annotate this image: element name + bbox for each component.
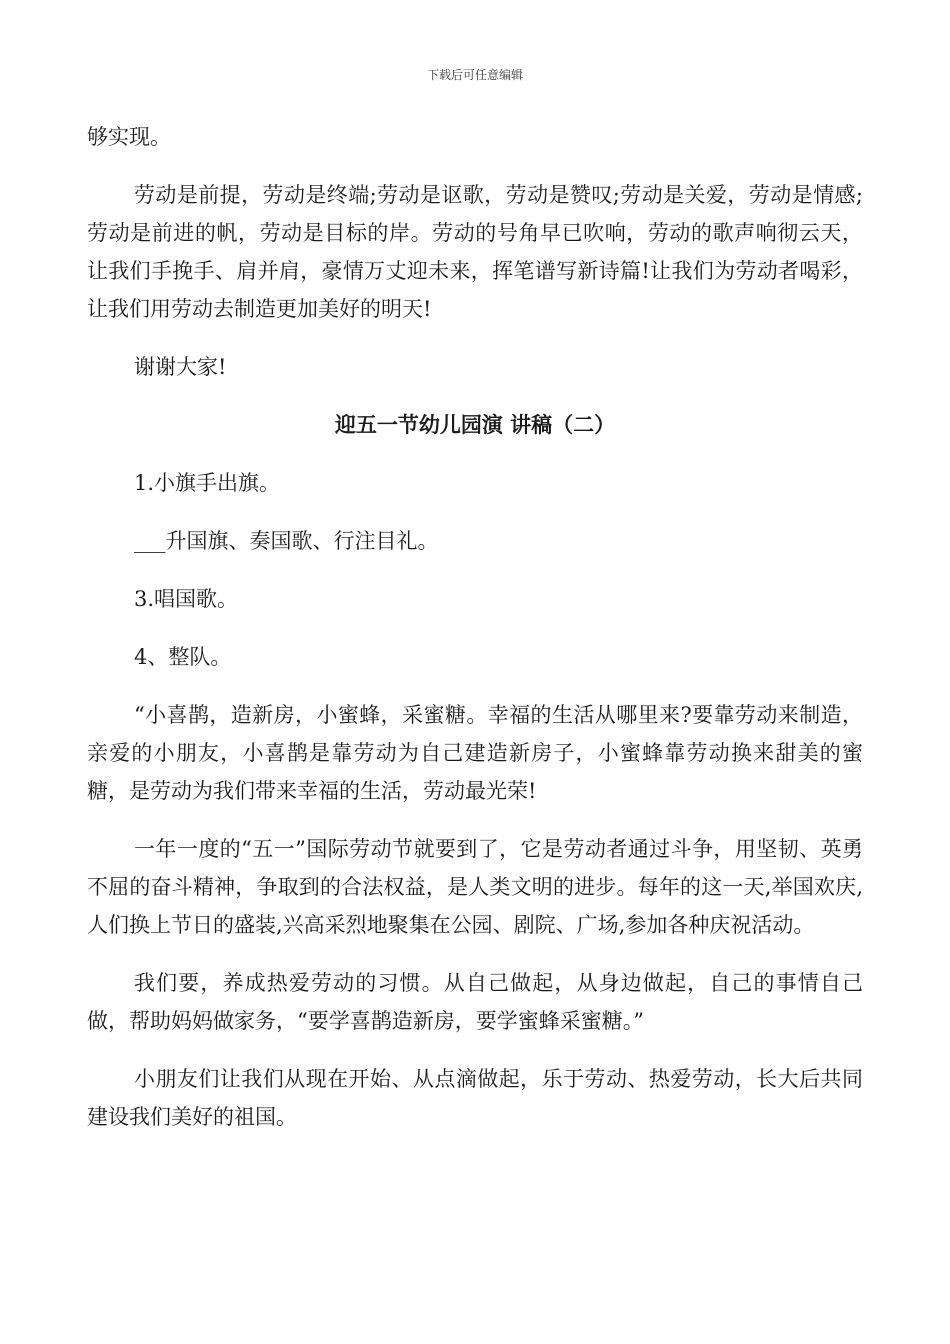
paragraph-may-day: 一年一度的“五一”国际劳动节就要到了，它是劳动者通过斗争，用坚韧、英勇不屈的奋斗精神，争取到的合法权益，是人类文明的进步。每年的这一天,举国欢庆,人们换上节日的盛装,兴高采烈地聚集在公园、剧院、广场,参加各种庆祝活动。 [87, 837, 863, 937]
paragraph-thanks: 谢谢大家! [134, 355, 227, 379]
paragraph-closing: 小朋友们让我们从现在开始、从点滴做起，乐于劳动、热爱劳动，长大后共同建设我们美好的祖国。 [87, 1067, 863, 1129]
header-note: 下载后可任意编辑 [426, 68, 523, 82]
list-item-2: ___升国旗、奏国歌、行注目礼。 [134, 529, 439, 553]
paragraph-habits: 我们要，养成热爱劳动的习惯。从自己做起，从身边做起，自己的事情自己做，帮助妈妈做家务，“要学喜鹊造新房，要学蜜蜂采蜜糖。” [87, 971, 863, 1033]
list-item-4: 4、整队。 [134, 645, 232, 669]
document-body [87, 118, 863, 1136]
list-item-3: 3.唱国歌。 [134, 587, 239, 611]
paragraph-magpie: “小喜鹊，造新房，小蜜蜂，采蜜糖。幸福的生活从哪里来?要靠劳动来制造，亲爱的小朋友，小喜鹊是靠劳动为自己建造新房子，小蜜蜂靠劳动换来甜美的蜜糖，是劳动为我们带来幸福的生活，劳动最光荣! [87, 703, 863, 803]
paragraph-labor: 劳动是前提，劳动是终端;劳动是讴歌，劳动是赞叹;劳动是关爱，劳动是情感;劳动是前进的帆，劳动是目标的岸。劳动的号角早已吹响，劳动的歌声响彻云天，让我们手挽手、肩并肩，豪情万丈迎未来，挥笔谱写新诗篇!让我们为劳动者喝彩，让我们用劳动去制造更加美好的明天! [87, 183, 863, 321]
list-item-1: 1.小旗手出旗。 [134, 471, 281, 495]
section-title: 迎五一节幼儿园演 讲稿（二） [334, 413, 616, 437]
paragraph-continuation: 够实现。 [87, 125, 171, 149]
